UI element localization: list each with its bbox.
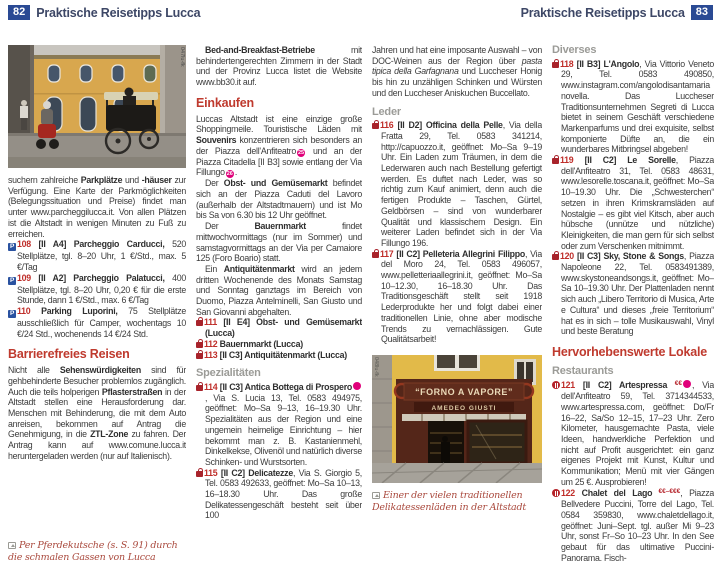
page-83-header <box>521 5 713 20</box>
bnb-paragraph: Bed-and-Breakfast-Betriebe mit behindertengerechten Zimmern in der Stadt und der Provinz Lucca listet die Website www.bb30.it auf. <box>196 45 362 88</box>
page-number-badge: 82 <box>8 5 30 20</box>
entry-text: Chalet del Lago €€–€€€, Piazza Bellvedere Puccini, Torre del Lago, Tel. 0584 359830, www.chaletdellago.it, geöffnet: Juni–Sept. tgl. außer Mi 9–23 Uhr, sonst Fr–So 10–23 Uhr. In den See gebaut für das ultimative Puccini-Panorama. Fisch- <box>561 488 714 563</box>
entry-109 <box>8 273 186 306</box>
running-head: Praktische Reisetipps Lucca <box>520 5 685 20</box>
photo-caption <box>372 490 540 514</box>
entry-108 <box>8 239 186 272</box>
entry-number: 113 <box>204 349 218 360</box>
shopping-bag-icon <box>372 252 379 258</box>
entry-text: [II C2] Delicatezze, Via S. Giorgio 5, Tel. 0583 492633, geöffnet: Mo–Sa 10–13, 16–18.30 Uhr. Das große Delikatessengeschäft besteht seit über 100 <box>205 467 362 521</box>
entry-122 <box>552 487 714 563</box>
entry-117 <box>372 249 542 345</box>
shopping-bag-icon <box>196 471 203 477</box>
entry-text: [II A2] Parcheggio Palatucci, 400 Stellplätze, tgl. 8–20 Uhr, 0,20 € für die erste Stunde, dann 1 €/Std., max. 6 €/Tag <box>17 272 186 306</box>
entry-number: 111 <box>204 317 217 328</box>
photo-reference-icon <box>372 492 380 499</box>
page-83-column-1 <box>372 45 542 567</box>
entry-116 <box>372 120 542 248</box>
street-scene-illustration <box>8 45 186 168</box>
entry-number: 120 <box>560 251 574 262</box>
entry-text: [II B3] L'Angolo, Via Vittorio Veneto 29, Tel. 0583 490850, www.instagram.com/angolodisantamarianovella. Das Luccheser Traditionsunternehmen Segreti di Lucca bietet in seinem Geschäft verschiedene Markenparfums und drei exquisite, selbst komponierte Düfte an, die ein wunderbares Mitbringsel abgeben! <box>561 58 714 155</box>
shopping-bag-icon <box>196 320 203 326</box>
shopping-bag-icon <box>552 254 559 260</box>
parking-paragraph: suchern zahlreiche Parkplätze und -häuser zur Verfügung. Eine Karte der Parkmöglichkeiten (Belegungssituation und Preise) findet man unter www.parcheggilucca.it. Von allen Plätzen ist die Altstadt in wenigen Minuten zu Fuß zu erreichen. <box>8 175 186 239</box>
photo-caption <box>8 540 186 564</box>
photo-delicatessen-storefront <box>372 355 542 483</box>
entry-number: 119 <box>560 155 574 166</box>
entry-text: Parking Luporini, 75 Stellplätze ausschließlich für Camper, wochentags 10 €/24 Std., wochenends 14 €/24 Std. <box>17 306 186 339</box>
section-heading-barrierefrei: Barrierefreies Reisen <box>8 347 130 362</box>
entry-number: 110 <box>17 306 31 317</box>
parking-icon: P <box>9 243 15 251</box>
subheading-restaurants: Restaurants <box>552 364 614 377</box>
entry-number: 122 <box>561 488 575 499</box>
entry-111 <box>196 317 362 338</box>
entry-number: 118 <box>560 58 574 69</box>
map-marker: 26 <box>226 171 233 178</box>
map-marker: 25 <box>297 149 305 156</box>
entry-number: 117 <box>380 248 394 259</box>
sign-bottom-text: AMEDEO GIUSTI <box>431 404 497 412</box>
subheading-spezialitaeten: Spezialitäten <box>196 367 261 380</box>
continuation-paragraph: Jahren und hat eine imposante Auswahl – von DOC-Weinen aus der Region über pasta tipica della Garfagnana und Luccheser Honig bis hin zu unzähligen Schinken und Würsten und den Luccheser Aniskuchen Buccellato. <box>372 45 542 98</box>
display-window <box>468 421 526 463</box>
parking-icon: P <box>9 276 15 284</box>
shopping-bag-icon <box>372 123 379 129</box>
subheading-leder: Leder <box>372 105 401 118</box>
entry-text: [II E4] Obst- und Gemüsemarkt (Lucca) <box>205 317 362 339</box>
entry-number: 115 <box>204 467 218 478</box>
entry-text: [II A4] Parcheggio Carducci, 520 Stellplätze, tgl. 8–20 Uhr, 1 €/Std., max. 5 €/Tag <box>17 239 186 272</box>
map-marker <box>353 382 361 390</box>
entry-number: 114 <box>204 381 218 392</box>
entry-number: 109 <box>17 272 31 283</box>
entry-112 <box>196 339 362 350</box>
photo-credit: 048lu-fk <box>373 356 379 377</box>
entry-115 <box>196 468 362 522</box>
subheading-diverses: Diverses <box>552 45 597 56</box>
running-head: Praktische Reisetipps Lucca <box>36 5 201 20</box>
entry-text: [II C3] Antiquitätenmarkt (Lucca) <box>219 349 347 360</box>
person-silhouette <box>441 442 450 463</box>
antikmarkt-paragraph: Ein Antiquitätenmarkt wird an jedem dritten Wochenende des Monats Samstag und Sonntag ganztags im Bereich von Duomo, Piazza Antelminelli, San Giusto und San Giovanni abgehalten. <box>196 263 362 317</box>
storefront-illustration <box>372 355 542 483</box>
caption-text: Per Pferdekutsche (s. S. 91) durch die schmalen Gassen von Lucca <box>8 540 178 563</box>
entry-text: [II C2] Pelleteria Allegrini Filippo, Via del Moro 24, Tel. 0583 496057, www.pelletteriaallegrini.it, geöffnet: Mo–Sa 10–12.30, 16–18.30 Uhr. Das Traditionsgeschäft stellt seit 1918 Lederprodukte her und folgt dabei einer traditionellen Linie, ohne aber modische Trends zu vernachlässigen. Gute Qualitätsarbeit! <box>381 248 542 345</box>
bauernmarkt-paragraph: Der Bauernmarkt findet mittwochvormittags (nur im Sommer) und samstagvormittags an der Via per Camaiore 125 (Foro Boario) statt. <box>196 221 362 264</box>
page-82-column-1 <box>8 175 186 535</box>
restaurant-icon <box>552 381 560 389</box>
entry-text: [II D2] Officina della Pelle, Via della Fratta 29, Tel. 0583 341214, http://capuozzo.it, geöffnet: Mo–Sa 9–19 Uhr. Ein Laden zum Träumen, in dem die Lederwaren auch nach Bestellung gefertigt werden. Es duftet nach Leder, was so richtig zum Kauf animiert, denn auch die fertigen Produkte – Taschen, Gürtel, Geldbörsen – sind von wunderbarer Qualität und klassischem Design. Ein weiterer Laden befindet sich in der Via Fillungo 196. <box>381 120 542 248</box>
entry-120 <box>552 251 714 337</box>
entry-text: [II C3] Sky, Stone & Songs, Piazza Napoleone 22, Tel. 0583491389, www.skystoneandsongs.it, geöffnet: Mo–Sa 10–19.30 Uhr. Der Plattenladen nennt sich auch „Libero Territorio di Musica, Arte e Cultura“ und dieses „freie Territorium“ hat es in sich – tolle Musikauswahl, Vinyl und beste Beratung <box>561 251 714 337</box>
price-category: €€–€€€ <box>652 488 681 496</box>
entry-114 <box>196 382 362 468</box>
entry-text: Bauernmarkt (Lucca) <box>219 338 303 349</box>
parking-icon: P <box>9 310 15 318</box>
obstmarkt-paragraph: Der Obst- und Gemüsemarkt befindet sich an der Piazza Caduti del Lavoro (außerhalb der Altstadtmauern) und ist Mo bis Sa von 6.30 bis 12 Uhr geöffnet. <box>196 178 362 221</box>
section-heading-lokale: Hervorhebenswerte Lokale <box>552 344 707 359</box>
price-category: €€ <box>667 380 682 388</box>
entry-110 <box>8 306 186 339</box>
entry-113 <box>196 350 362 361</box>
page-83-column-2 <box>552 45 714 567</box>
entry-text: [II C2] Artespressa €€ , Via dell'Anfiteatro 59, Tel. 3714344533, www.artespressa.com, geöffnet: Do/Fr 16–22, Sa/So 12–15, 17–23 Uhr. Zero Kilometer, hausgemachte Pasta, viele Ideen, handwerkliche Perfektion und nicht auf Profit ausgerichtet: ein ganz eigenes Projekt mit Kunst, Kultur und Kommunikation; Menü mit vier Gängen um 25 €. Ausprobieren! <box>561 380 714 487</box>
entry-number: 112 <box>204 338 218 349</box>
shopping-bag-icon <box>196 342 203 348</box>
shopping-bag-icon <box>552 158 559 164</box>
entry-number: 116 <box>380 120 394 131</box>
entry-number: 121 <box>561 380 575 391</box>
page-82-header <box>8 5 200 20</box>
entry-number: 108 <box>17 239 31 250</box>
upper-window <box>434 355 480 371</box>
doorway <box>428 421 464 463</box>
caption-text: Einer der vielen traditionellen Delikatessenläden in der Altstadt <box>372 489 527 513</box>
sign-top-text: “FORNO A VAPORE” <box>415 386 513 397</box>
photo-lucca-street <box>8 45 186 168</box>
restaurant-icon <box>552 489 560 497</box>
entry-118 <box>552 59 714 155</box>
photo-credit: 047lu-fk <box>179 47 185 67</box>
entry-text: [II C2] Le Sorelle, Piazza dell'Anfiteatro 31, Tel. 0583 48631, www.lesorelle.toscana.it, geöffnet: Mo–Sa 10–19.30 Uhr. Die „Schwesterchen“ setzen in ihren Krimskramsläden auf Nostalgie – es gibt viel Kitsch, aber auch hübsche (unnütze und nützliche) Kleinigkeiten, die man gern für sich selbst oder zum Verschenken mitnimmt. <box>561 155 714 251</box>
entry-121 <box>552 379 714 487</box>
entry-119 <box>552 155 714 251</box>
page-82-column-2 <box>196 45 362 567</box>
shopping-bag-icon <box>196 353 203 359</box>
accessibility-paragraph: Nicht alle Sehenswürdigkeiten sind für gehbehinderte Besucher problemlos zugänglich. Auch die teils holperigen Pflasterstraßen in der Altstadt stellen eine Herausforderung dar. Menschen mit Behinderung, die mit dem Auto anreisen, bekommen auf Antrag die Genehmigung, in die ZTL-Zone zu fahren. Der Antrag kann auf www.comune.lucca.it heruntergeladen werden (nur auf Italienisch). <box>8 365 186 461</box>
photo-reference-icon <box>8 542 16 549</box>
shopping-bag-icon <box>196 385 203 391</box>
page-number-badge: 83 <box>691 5 713 20</box>
entry-text: [II C3] Antica Bottega di Prospero, Via S. Lucia 13, Tel. 0583 494975, geöffnet: Mo–Sa 9–13, 16–19.30 Uhr. Spezialitäten aus der Region und eine ungemein heimelige Einrichtung – hier bekommt man z. B. Kastanienmehl, Dinkelkekse, Olivenöl und natürlich diverse Schinken- und Wurstsorten. <box>205 381 362 467</box>
shopping-bag-icon <box>552 62 559 68</box>
shopping-paragraph: Luccas Altstadt ist eine einzige große Shoppingmeile. Touristische Läden mit Souvenirs konzentrieren sich besonders an der Piazza dell'Anfiteatro 25 und an der Piazza Citadella [II B3] sowie entlang der Via Fillungo 26 . <box>196 113 362 178</box>
section-heading-einkaufen: Einkaufen <box>196 95 254 110</box>
map-marker <box>683 380 691 388</box>
